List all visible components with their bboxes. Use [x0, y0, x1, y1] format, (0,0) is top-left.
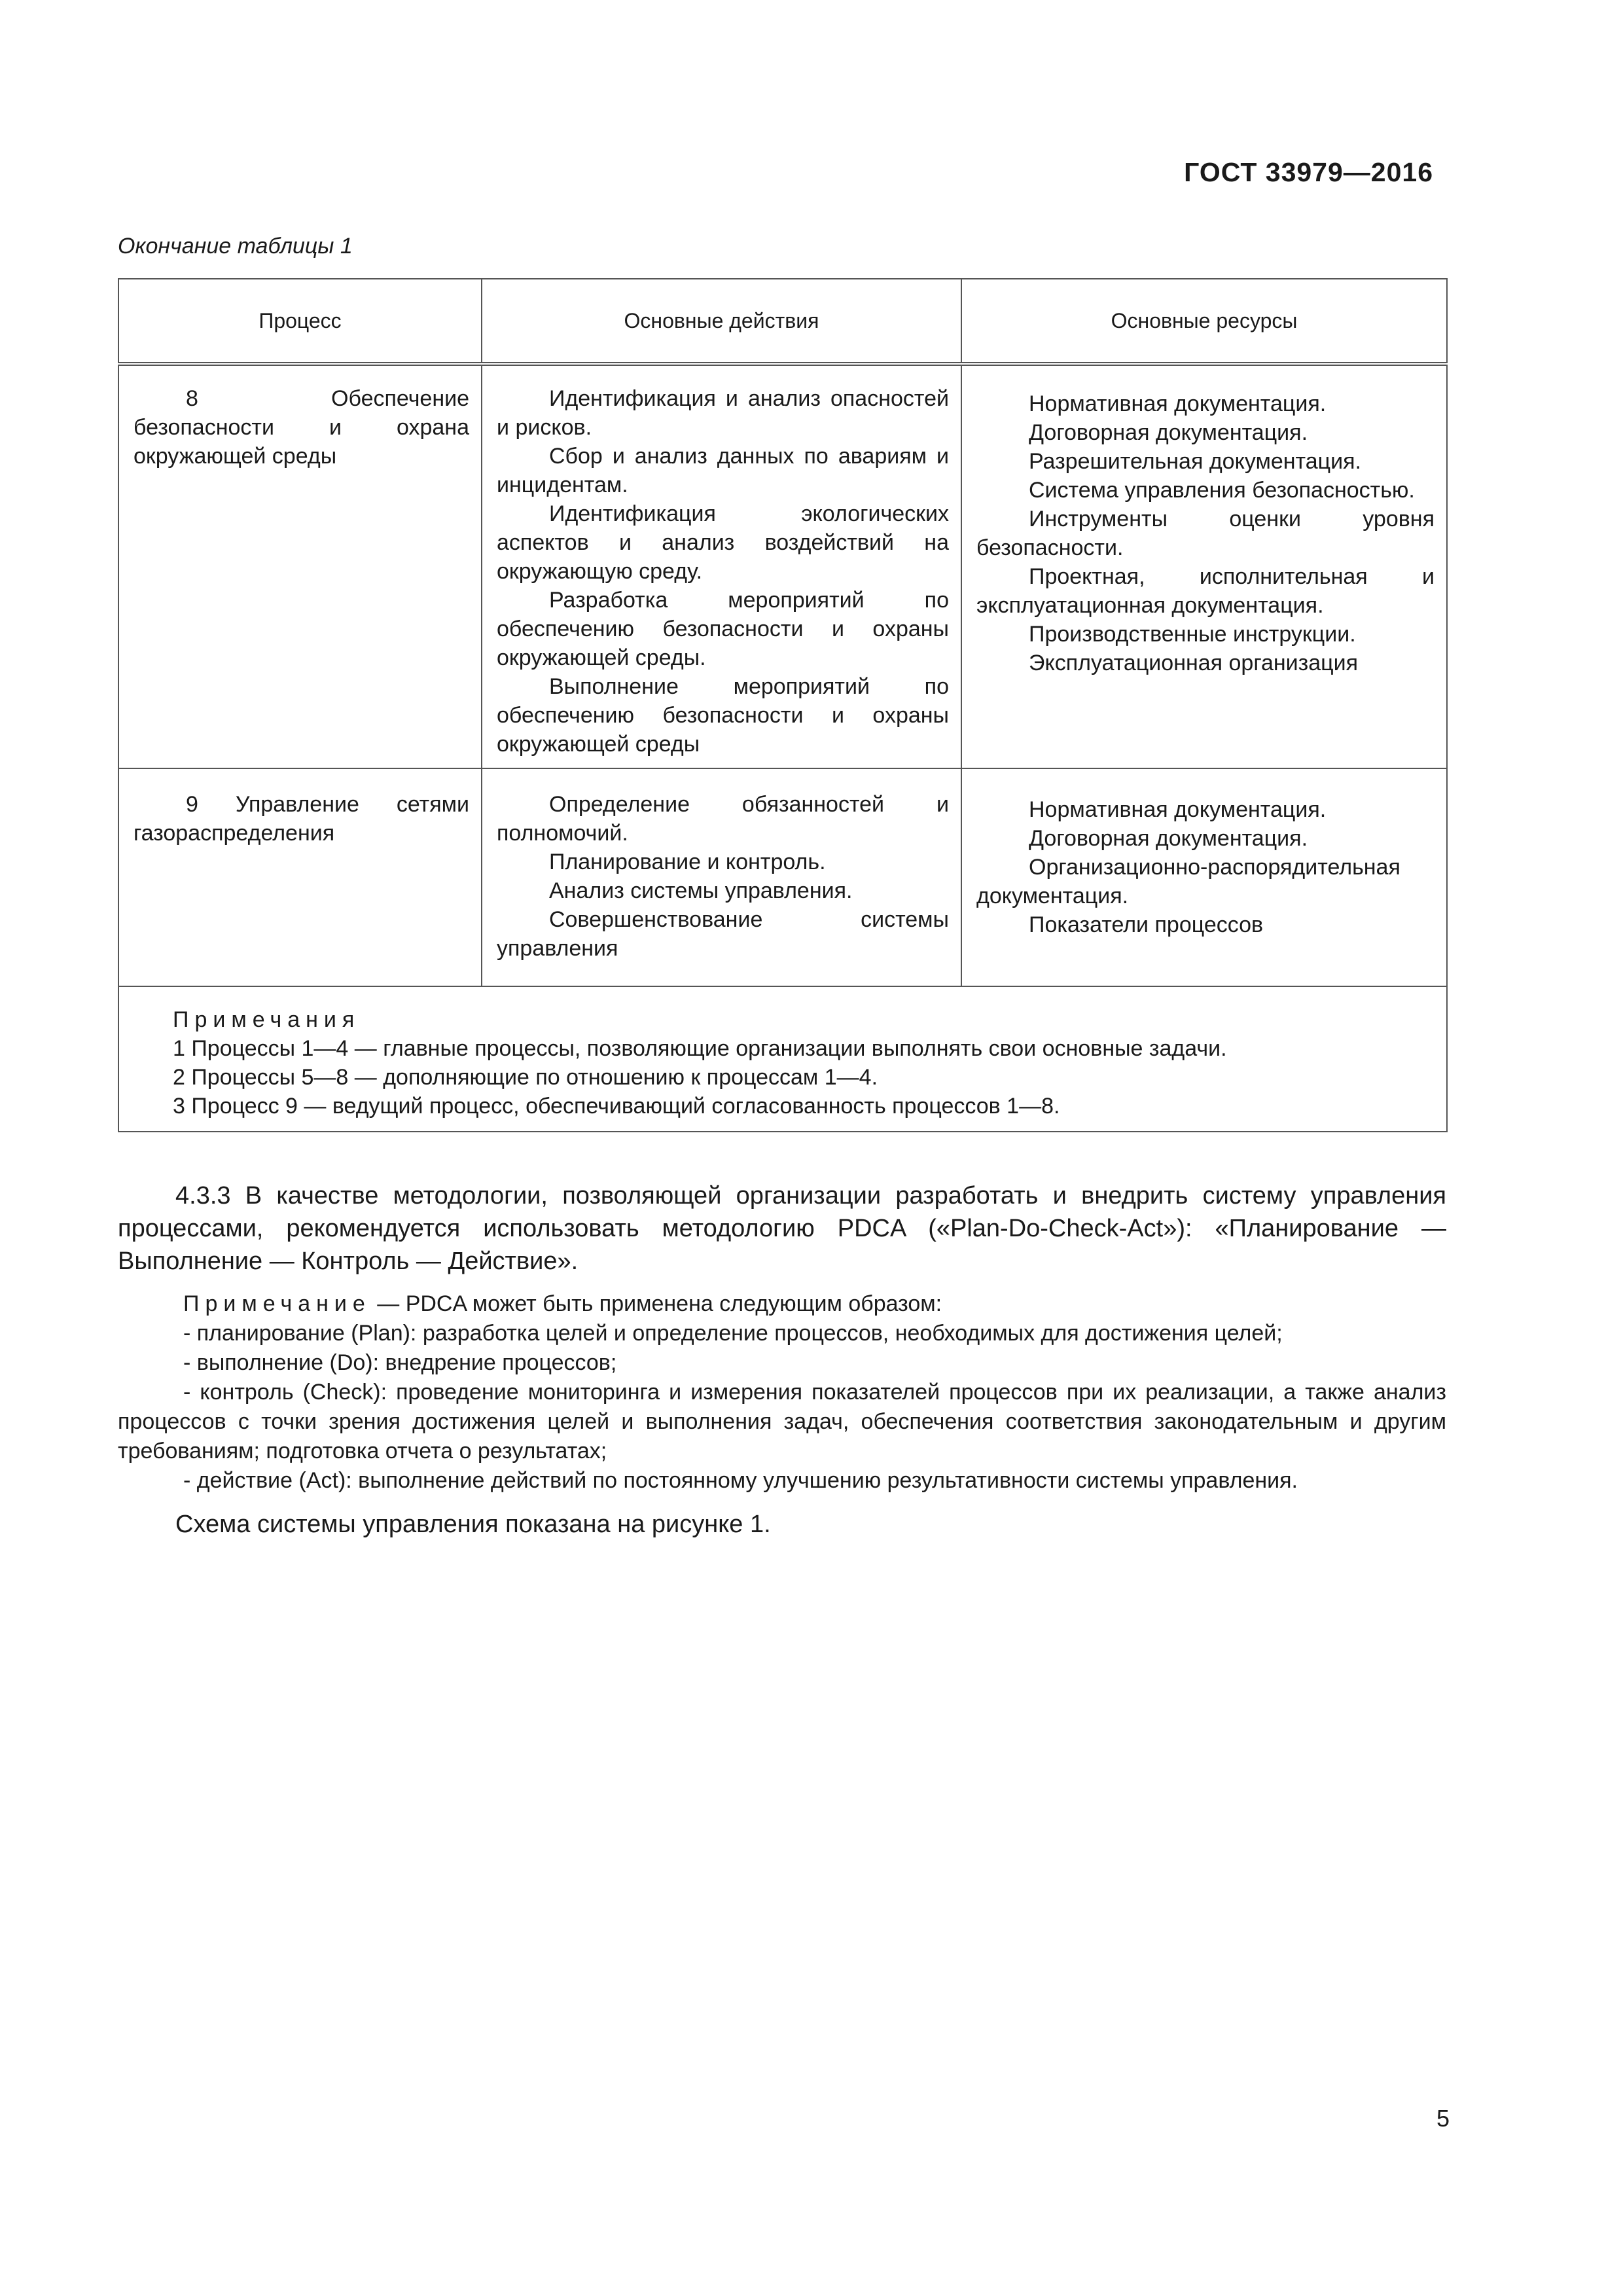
pdca-item-act: - действие (Act): выполнение действий по постоянному улучшению результативности системы управления. — [183, 1468, 1298, 1493]
cell-resources — [961, 364, 1447, 768]
section-paragraph: 4.3.3 В качестве методологии, позволяющей организации разработать и внедрить систему управления процессами, рекомендуется использовать методологию PDCA («Plan-Do-Check-Act»): «Планирование — Выполнение — Контроль — Действие». — [118, 1182, 1446, 1275]
resource-item: Разрешительная документация. — [1029, 449, 1361, 474]
cell-process — [118, 364, 482, 768]
resource-item: Договорная документация. — [1029, 420, 1308, 445]
closing-paragraph — [118, 1508, 1446, 1541]
resource-item: Нормативная документация. — [1029, 391, 1327, 416]
resource-item: Система управления безопасностью. — [1029, 478, 1415, 503]
process-name: 8 Обеспечение безопасности и охрана окружающей среды — [134, 386, 469, 469]
pdca-item-check: - контроль (Check): проведение мониторинга и измерения показателей процессов при их реализации, а также анализ процессов с точки зрения достижения целей и выполнения задач, обеспечения соответствия законодательным и другим требованиям; подготовка отчета о результатах; — [118, 1380, 1446, 1463]
document-header: ГОСТ 33979—2016 — [1184, 157, 1433, 187]
resource-item: Организационно-распорядительная документация. — [976, 855, 1400, 908]
action-item: Идентификация экологических аспектов и анализ воздействий на окружающую среду. — [497, 501, 949, 584]
resource-item: Договорная документация. — [1029, 826, 1308, 851]
action-item: Планирование и контроль. — [549, 850, 826, 874]
process-name: 9 Управление сетями газораспределения — [134, 792, 469, 846]
cell-actions — [482, 768, 961, 986]
note-text: — PDCA может быть применена следующим образом: — [370, 1291, 942, 1316]
column-header-actions: Основные действия — [482, 279, 961, 364]
notes-title: Примечания — [173, 1007, 361, 1032]
resource-item: Инструменты оценки уровня безопасности. — [976, 507, 1435, 560]
resource-item: Проектная, исполнительная и эксплуатационная документация. — [976, 564, 1435, 618]
resource-item: Нормативная документация. — [1029, 797, 1327, 822]
resource-item: Эксплуатационная организация — [1029, 651, 1359, 675]
table-row — [118, 768, 1447, 986]
action-item: Определение обязанностей и полномочий. — [497, 792, 949, 846]
figure-reference: Схема системы управления показана на рисунке 1. — [175, 1511, 771, 1538]
note-label: Примечание — [183, 1291, 371, 1316]
note-item: 1 Процессы 1—4 — главные процессы, позволяющие организации выполнять свои основные задачи. — [173, 1036, 1227, 1061]
resource-item: Показатели процессов — [1029, 912, 1264, 937]
pdca-item-do: - выполнение (Do): внедрение процессов; — [183, 1350, 617, 1375]
table-header-row — [118, 279, 1447, 364]
cell-resources — [961, 768, 1447, 986]
action-item: Анализ системы управления. — [549, 878, 853, 903]
action-item: Разработка мероприятий по обеспечению безопасности и охраны окружающей среды. — [497, 588, 949, 670]
resource-item: Производственные инструкции. — [1029, 622, 1356, 647]
pdca-note — [118, 1289, 1446, 1496]
note-item: 2 Процессы 5—8 — дополняющие по отношению к процессам 1—4. — [173, 1065, 878, 1090]
column-header-resources: Основные ресурсы — [961, 279, 1447, 364]
action-item: Идентификация и анализ опасностей и рисков. — [497, 386, 949, 440]
cell-process — [118, 768, 482, 986]
note-item: 3 Процесс 9 — ведущий процесс, обеспечивающий согласованность процессов 1—8. — [173, 1094, 1060, 1119]
pdca-item-plan: - планирование (Plan): разработка целей и определение процессов, необходимых для достижения целей; — [183, 1321, 1283, 1346]
table-notes-row — [118, 986, 1447, 1132]
action-item: Совершенствование системы управления — [497, 907, 949, 961]
column-header-process: Процесс — [118, 279, 482, 364]
page-number: 5 — [1436, 2105, 1450, 2132]
pdca-note-intro — [118, 1289, 1446, 1319]
table-notes — [118, 986, 1447, 1132]
table-caption: Окончание таблицы 1 — [118, 234, 353, 259]
section-4-3-3 — [118, 1179, 1446, 1278]
processes-table — [118, 278, 1448, 1132]
action-item: Сбор и анализ данных по авариям и инцидентам. — [497, 444, 949, 497]
action-item: Выполнение мероприятий по обеспечению безопасности и охраны окружающей среды — [497, 674, 949, 757]
cell-actions — [482, 364, 961, 768]
table-row — [118, 364, 1447, 768]
